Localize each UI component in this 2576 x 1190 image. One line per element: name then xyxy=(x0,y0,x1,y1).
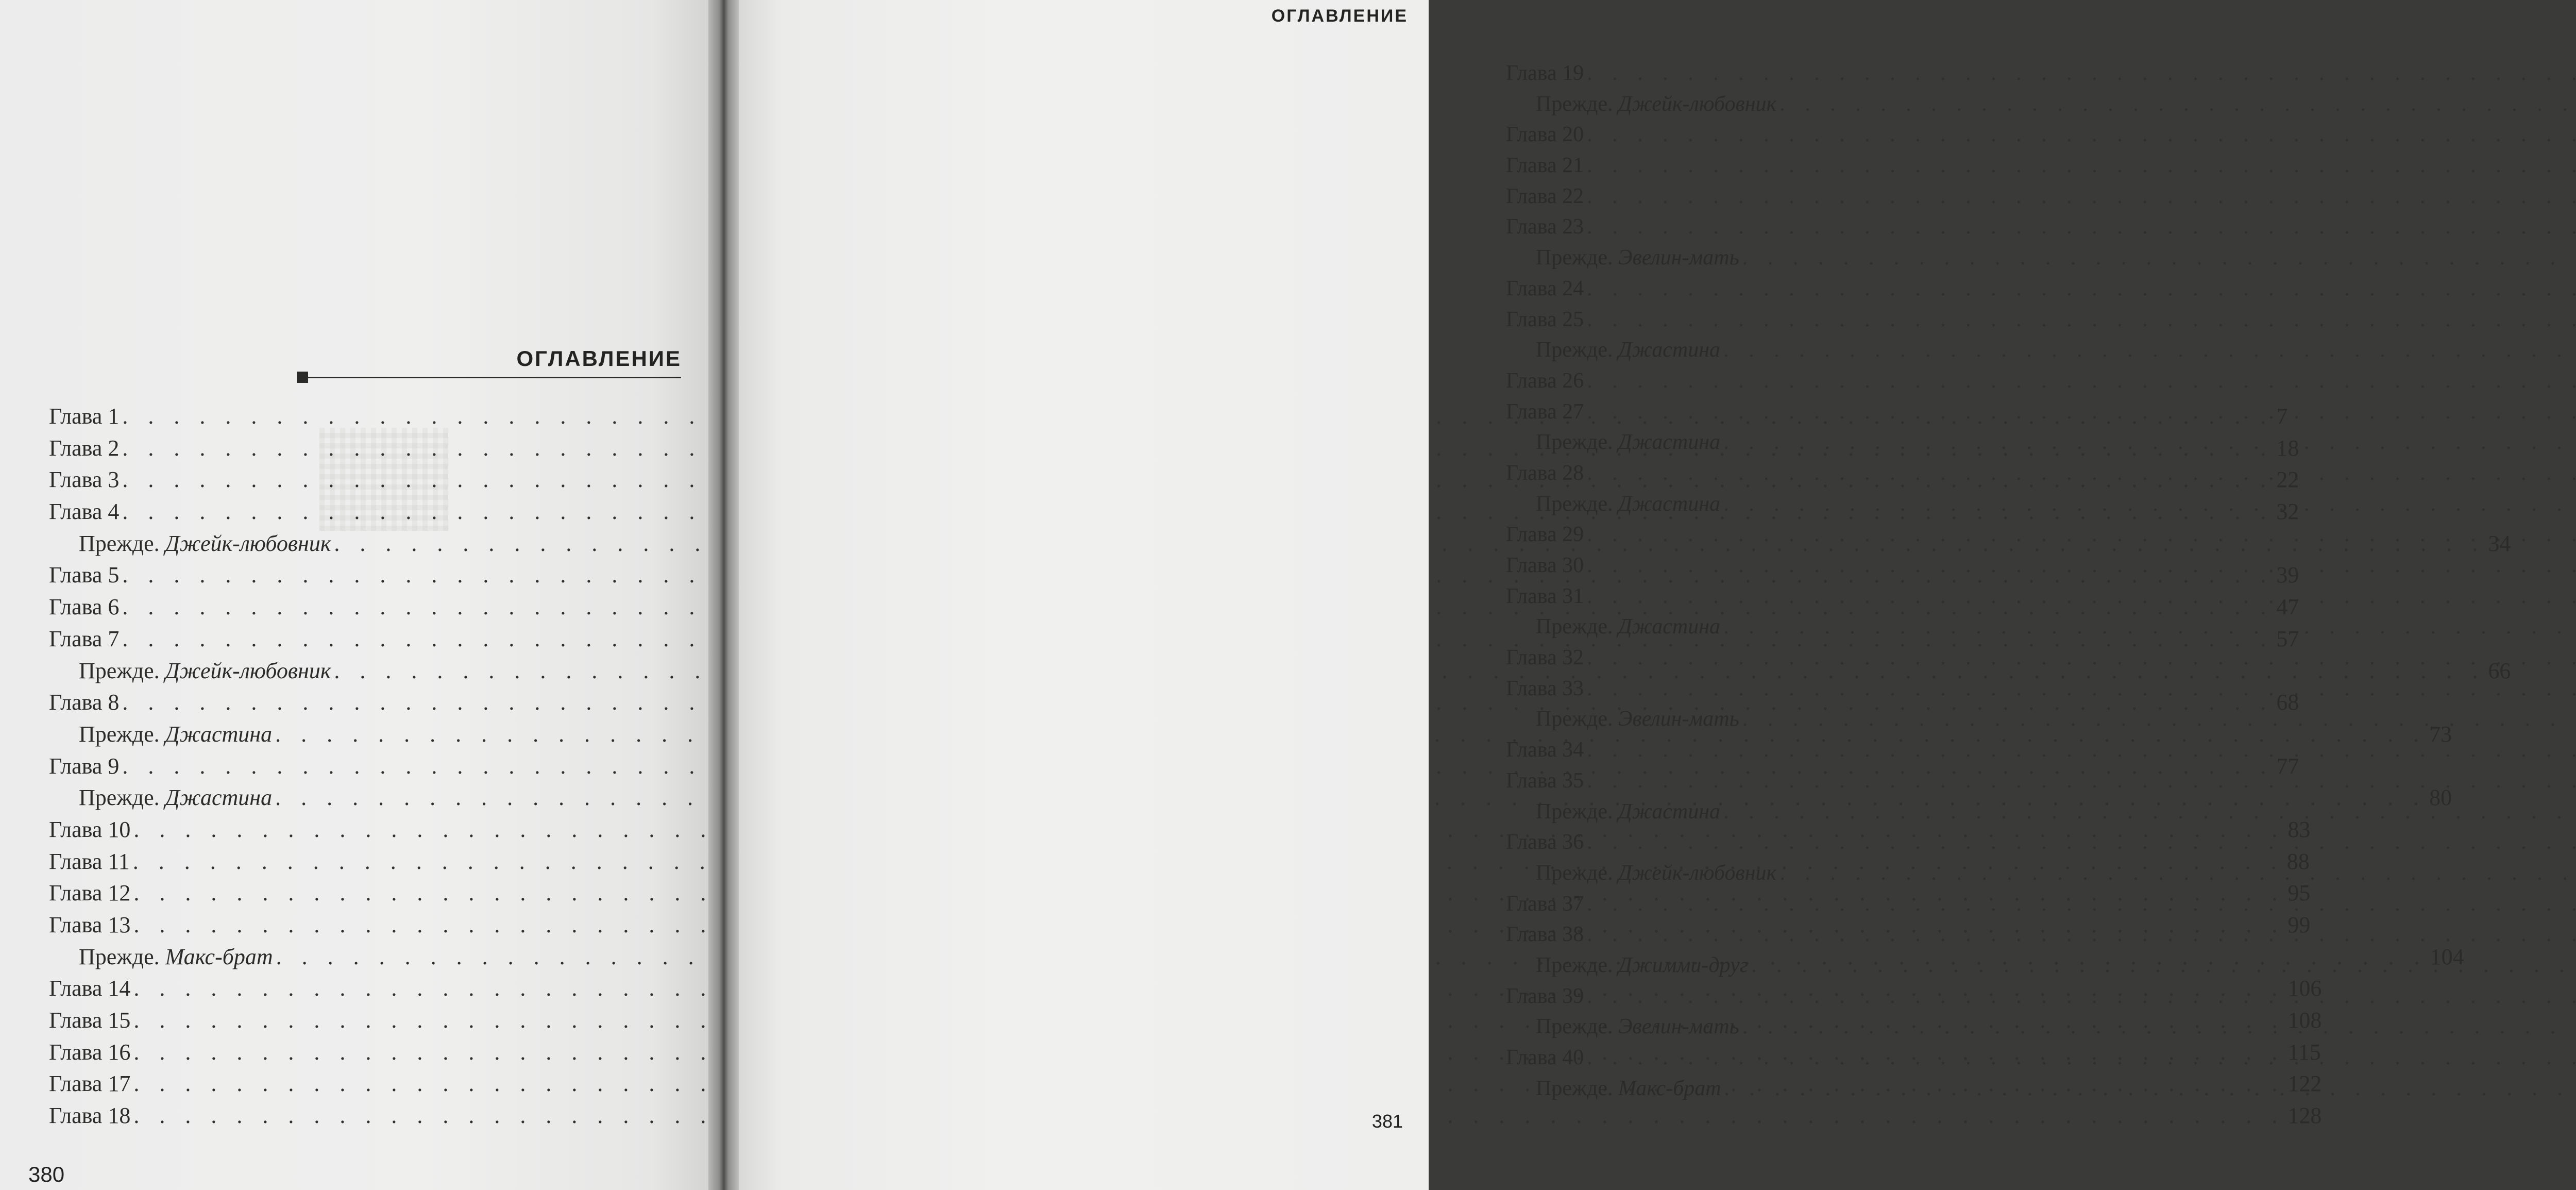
toc-entry-label xyxy=(1506,461,1584,485)
toc-entry-label xyxy=(49,626,119,652)
toc-entry-title: Эвелин-мать xyxy=(1618,1015,1739,1039)
toc-entry-label xyxy=(1506,645,1584,670)
toc-entry-label xyxy=(1506,676,1584,701)
dot-leader xyxy=(1723,430,2576,455)
toc-chapter-entry xyxy=(1506,645,2108,676)
toc-chapter-entry xyxy=(1506,830,2108,861)
toc-entry-prefix: Глава 25 xyxy=(1506,307,1584,331)
toc-entry-page-number: 18 xyxy=(2276,435,2299,461)
toc-interlude-entry xyxy=(1506,1076,2108,1107)
toc-entry-prefix: Глава 30 xyxy=(1506,554,1584,577)
toc-entry-prefix: Глава 5 xyxy=(49,562,120,588)
toc-entry-label xyxy=(1506,614,1720,639)
toc-entry-prefix: Глава 1 xyxy=(49,404,120,429)
toc-interlude-entry xyxy=(1506,92,2108,123)
toc-entry-label xyxy=(1506,584,1584,609)
toc-chapter-entry xyxy=(1506,892,2108,923)
dot-leader xyxy=(1587,368,2576,393)
toc-entry-label xyxy=(1506,368,1584,393)
dot-leader xyxy=(1587,461,2576,485)
toc-entry-label xyxy=(49,435,119,461)
toc-chapter-entry xyxy=(1506,553,2108,584)
toc-entry-label xyxy=(1506,984,1584,1009)
dot-leader xyxy=(1724,1076,2576,1101)
toc-entry-prefix: Прежде. xyxy=(1536,615,1619,639)
toc-interlude-entry xyxy=(1506,430,2108,461)
toc-entry-page-number: 88 xyxy=(2286,848,2310,874)
toc-entry-title: Макс-брат xyxy=(165,944,273,969)
toc-entry-label xyxy=(49,880,130,906)
toc-entry-label xyxy=(49,1007,130,1033)
toc-chapter-entry xyxy=(1506,153,2108,184)
toc-entry-title: Джастина xyxy=(1618,492,1721,516)
toc-entry-prefix: Глава 26 xyxy=(1506,368,1584,393)
dot-leader xyxy=(1587,184,2576,209)
toc-entry-prefix: Глава 17 xyxy=(49,1071,131,1097)
toc-entry-page-number: 77 xyxy=(2276,753,2299,779)
toc-interlude-entry xyxy=(49,784,2452,816)
dot-leader xyxy=(1587,676,2576,701)
toc-entry-prefix: Глава 40 xyxy=(1506,1046,1584,1069)
left-page-heading: ОГЛАВЛЕНИЕ xyxy=(516,346,682,371)
toc-entry-page-number: 108 xyxy=(2287,1008,2322,1033)
dot-leader xyxy=(1780,92,2576,116)
toc-entry-title: Джастина xyxy=(1618,338,1721,362)
toc-chapter-entry xyxy=(1506,1045,2108,1076)
toc-entry-prefix: Глава 36 xyxy=(1506,830,1584,854)
toc-entry-prefix: Глава 3 xyxy=(49,467,120,493)
toc-entry-label xyxy=(1506,122,1584,147)
toc-entry-label xyxy=(1506,430,1720,455)
dot-leader xyxy=(1587,984,2576,1009)
dot-leader xyxy=(1587,584,2576,609)
toc-entry-label xyxy=(49,784,272,811)
dot-leader xyxy=(1587,768,2576,793)
toc-entry-page-number: 34 xyxy=(2488,530,2511,556)
toc-entry-prefix: Глава 22 xyxy=(1506,184,1584,208)
toc-entry-title: Джейк-любовник xyxy=(165,530,331,556)
toc-entry-prefix: Глава 38 xyxy=(1506,923,1584,947)
toc-entry-prefix: Глава 16 xyxy=(49,1039,131,1065)
toc-interlude-entry xyxy=(1506,1014,2108,1045)
toc-entry-label xyxy=(49,975,130,1001)
dot-leader xyxy=(1587,276,2576,301)
toc-entry-page-number: 99 xyxy=(2287,912,2311,937)
toc-entry-prefix: Прежде. xyxy=(1536,430,1619,455)
toc-entry-label xyxy=(49,816,130,843)
toc-entry-label xyxy=(49,848,130,875)
toc-entry-prefix: Прежде. xyxy=(1536,246,1619,270)
toc-chapter-entry xyxy=(1506,584,2108,615)
toc-entry-prefix: Прежде. xyxy=(1536,799,1619,824)
toc-entry-label xyxy=(1506,276,1584,301)
toc-entry-label xyxy=(1506,245,1739,270)
toc-entry-label xyxy=(1506,61,1584,86)
toc-entry-label xyxy=(1506,892,1584,916)
toc-entry-prefix: Глава 33 xyxy=(1506,676,1584,700)
toc-entry-prefix: Глава 20 xyxy=(1506,123,1584,147)
toc-entry-label xyxy=(1506,92,1776,116)
dot-leader xyxy=(1751,953,2576,978)
toc-entry-prefix: Глава 10 xyxy=(49,816,131,842)
dot-leader xyxy=(1587,214,2576,239)
toc-entry-prefix: Глава 9 xyxy=(49,753,120,779)
toc-entry-label xyxy=(49,944,273,970)
toc-chapter-entry xyxy=(1506,61,2108,92)
right-page xyxy=(739,0,1777,1190)
toc-entry-page-number: 122 xyxy=(2287,1071,2322,1097)
dot-leader xyxy=(1587,153,2576,178)
toc-entry-label xyxy=(1506,307,1584,332)
toc-entry-label xyxy=(49,689,119,715)
toc-entry-prefix: Прежде. xyxy=(79,530,165,556)
toc-entry-label xyxy=(1506,830,1584,854)
toc-interlude-entry xyxy=(1506,707,2108,738)
toc-entry-prefix: Глава 12 xyxy=(49,880,131,906)
toc-interlude-entry xyxy=(1506,245,2108,276)
right-toc-list xyxy=(1506,61,2108,1107)
dot-leader xyxy=(1742,1014,2576,1039)
toc-entry-label xyxy=(49,498,119,525)
toc-entry-prefix: Глава 14 xyxy=(49,976,131,1001)
toc-chapter-entry xyxy=(1506,399,2108,430)
toc-entry-label xyxy=(49,912,130,938)
dot-leader xyxy=(1780,861,2576,885)
toc-interlude-entry xyxy=(1506,492,2108,523)
toc-entry-page-number: 115 xyxy=(2287,1039,2321,1065)
toc-entry-prefix: Глава 13 xyxy=(49,912,131,937)
toc-interlude-entry xyxy=(1506,799,2108,830)
toc-entry-label xyxy=(1506,1014,1739,1039)
dot-leader xyxy=(1587,830,2576,854)
toc-chapter-entry xyxy=(1506,276,2108,307)
toc-entry-prefix: Глава 2 xyxy=(49,435,120,461)
toc-entry-page-number: 39 xyxy=(2276,562,2299,588)
toc-entry-title: Джастина xyxy=(1618,430,1721,455)
toc-entry-page-number: 66 xyxy=(2488,658,2511,683)
dot-leader xyxy=(1723,614,2576,639)
toc-entry-page-number: 68 xyxy=(2276,690,2299,715)
toc-entry-label xyxy=(49,1070,130,1097)
toc-entry-prefix: Прежде. xyxy=(79,658,165,683)
toc-entry-prefix: Глава 37 xyxy=(1506,892,1584,916)
dot-leader xyxy=(1723,492,2576,516)
toc-entry-title: Джастина xyxy=(165,721,273,747)
toc-chapter-entry xyxy=(1506,768,2108,799)
toc-entry-label xyxy=(49,1102,130,1129)
toc-entry-page-number: 106 xyxy=(2287,976,2322,1001)
toc-entry-page-number: 95 xyxy=(2287,880,2311,906)
toc-entry-title: Эвелин-мать xyxy=(1618,246,1739,270)
dot-leader xyxy=(1587,645,2576,670)
dot-leader xyxy=(1587,922,2576,947)
toc-entry-page-number: 128 xyxy=(2287,1103,2322,1129)
toc-interlude-entry xyxy=(1506,953,2108,984)
toc-entry-page-number: 47 xyxy=(2276,594,2299,620)
dot-leader xyxy=(1742,245,2576,270)
toc-chapter-entry xyxy=(1506,922,2108,953)
toc-entry-prefix: Прежде. xyxy=(1536,953,1619,977)
toc-entry-page-number: 80 xyxy=(2429,785,2452,811)
dot-leader xyxy=(1587,399,2576,424)
toc-entry-prefix: Глава 32 xyxy=(1506,646,1584,670)
toc-entry-label xyxy=(1506,492,1720,516)
toc-chapter-entry xyxy=(1506,214,2108,245)
toc-chapter-entry xyxy=(1506,738,2108,768)
toc-entry-prefix: Прежде. xyxy=(1536,1015,1619,1039)
toc-entry-label xyxy=(1506,399,1584,424)
right-page-number: 381 xyxy=(1371,1111,1403,1132)
toc-interlude-entry xyxy=(1506,614,2108,645)
toc-entry-label xyxy=(49,466,119,493)
dot-leader xyxy=(1587,1045,2576,1070)
toc-interlude-entry xyxy=(1506,338,2108,368)
toc-entry-title: Джимми-друг xyxy=(1618,953,1749,977)
toc-entry-title: Джейк-любовник xyxy=(165,658,331,683)
toc-entry-label xyxy=(1506,738,1584,762)
toc-entry-label xyxy=(49,403,119,429)
toc-entry-prefix: Глава 11 xyxy=(49,848,130,874)
dot-leader xyxy=(1587,892,2576,916)
toc-entry-label xyxy=(1506,707,1739,731)
toc-entry-title: Джейк-любовник xyxy=(1618,92,1777,116)
toc-entry-prefix: Прежде. xyxy=(1536,92,1619,116)
toc-entry-label xyxy=(1506,553,1584,578)
dot-leader xyxy=(1587,738,2576,762)
toc-entry-label xyxy=(49,562,119,588)
toc-entry-label xyxy=(49,658,331,684)
toc-chapter-entry xyxy=(1506,522,2108,553)
dot-leader xyxy=(1587,307,2576,332)
toc-entry-page-number: 104 xyxy=(2430,944,2464,969)
toc-entry-prefix: Глава 29 xyxy=(1506,523,1584,547)
toc-entry-prefix: Глава 27 xyxy=(1506,399,1584,424)
toc-entry-title: Джейк-любовник xyxy=(1618,861,1777,885)
toc-entry-page-number: 83 xyxy=(2287,816,2311,842)
toc-entry-prefix: Прежде. xyxy=(1536,861,1619,885)
toc-entry-prefix: Глава 34 xyxy=(1506,738,1584,762)
toc-entry-label xyxy=(49,530,331,557)
toc-entry-label xyxy=(1506,153,1584,178)
toc-entry-prefix: Глава 15 xyxy=(49,1008,131,1033)
toc-entry-label xyxy=(49,594,119,620)
toc-entry-prefix: Прежде. xyxy=(1536,1076,1619,1100)
dot-leader xyxy=(1742,707,2576,731)
toc-chapter-entry xyxy=(1506,307,2108,338)
book-gutter xyxy=(708,0,739,1190)
toc-entry-label xyxy=(1506,799,1720,824)
toc-entry-label xyxy=(1506,338,1720,362)
toc-entry-prefix: Глава 28 xyxy=(1506,461,1584,485)
toc-entry-label xyxy=(1506,922,1584,947)
toc-entry-prefix: Прежде. xyxy=(79,944,165,969)
toc-entry-prefix: Глава 4 xyxy=(49,499,120,525)
dot-leader xyxy=(1587,122,2576,147)
dot-leader xyxy=(1587,522,2576,547)
toc-chapter-entry xyxy=(1506,461,2108,492)
toc-entry-prefix: Прежде. xyxy=(79,721,165,747)
dot-leader xyxy=(1587,553,2576,578)
toc-entry-prefix: Прежде. xyxy=(1536,338,1619,362)
toc-entry-label xyxy=(49,721,272,747)
toc-entry-label xyxy=(1506,953,1748,978)
dot-leader xyxy=(1723,799,2576,824)
toc-entry-label xyxy=(49,753,119,779)
toc-entry-title: Джастина xyxy=(1618,615,1721,639)
toc-entry-prefix: Глава 39 xyxy=(1506,984,1584,1008)
toc-entry-title: Эвелин-мать xyxy=(1618,707,1739,731)
toc-entry-prefix: Глава 7 xyxy=(49,626,120,651)
toc-entry-prefix: Глава 6 xyxy=(49,594,120,620)
right-page-running-head: ОГЛАВЛЕНИЕ xyxy=(1271,6,1408,26)
toc-entry-prefix: Глава 23 xyxy=(1506,215,1584,239)
toc-entry-prefix: Глава 18 xyxy=(49,1103,131,1129)
toc-entry-label xyxy=(49,1039,130,1065)
toc-entry-label xyxy=(1506,861,1776,885)
toc-chapter-entry xyxy=(1506,676,2108,707)
toc-entry-label xyxy=(1506,184,1584,209)
toc-chapter-entry xyxy=(1506,984,2108,1015)
toc-entry-page-number: 73 xyxy=(2429,721,2452,747)
toc-entry-label xyxy=(1506,768,1584,793)
dot-leader xyxy=(1587,61,2576,86)
toc-entry-prefix: Глава 24 xyxy=(1506,276,1584,300)
toc-entry-page-number: 32 xyxy=(2276,499,2299,525)
toc-entry-prefix: Глава 8 xyxy=(49,690,120,715)
toc-entry-page-number: 57 xyxy=(2276,626,2299,651)
toc-entry-title: Джастина xyxy=(1618,799,1721,824)
left-page-number: 380 xyxy=(28,1162,65,1186)
toc-chapter-entry xyxy=(1506,368,2108,399)
toc-entry-title: Макс-брат xyxy=(1618,1076,1721,1100)
toc-entry-label xyxy=(1506,1076,1721,1101)
toc-chapter-entry xyxy=(1506,184,2108,215)
toc-entry-prefix: Прежде. xyxy=(79,785,165,811)
toc-entry-prefix: Глава 31 xyxy=(1506,584,1584,608)
toc-entry-title: Джастина xyxy=(165,785,273,811)
dot-leader xyxy=(1723,338,2576,362)
toc-entry-prefix: Прежде. xyxy=(1536,707,1619,731)
toc-entry-prefix: Глава 35 xyxy=(1506,768,1584,793)
toc-entry-prefix: Глава 21 xyxy=(1506,154,1584,178)
toc-chapter-entry xyxy=(1506,122,2108,153)
heading-rule xyxy=(300,377,681,378)
toc-entry-label xyxy=(1506,214,1584,239)
toc-entry-label xyxy=(1506,1045,1584,1070)
toc-entry-page-number: 22 xyxy=(2276,467,2299,493)
toc-interlude-entry xyxy=(1506,861,2108,892)
toc-entry-prefix: Глава 19 xyxy=(1506,61,1584,85)
toc-entry-page-number: 7 xyxy=(2276,404,2288,429)
toc-entry-prefix: Прежде. xyxy=(1536,492,1619,516)
toc-entry-label xyxy=(1506,522,1584,547)
